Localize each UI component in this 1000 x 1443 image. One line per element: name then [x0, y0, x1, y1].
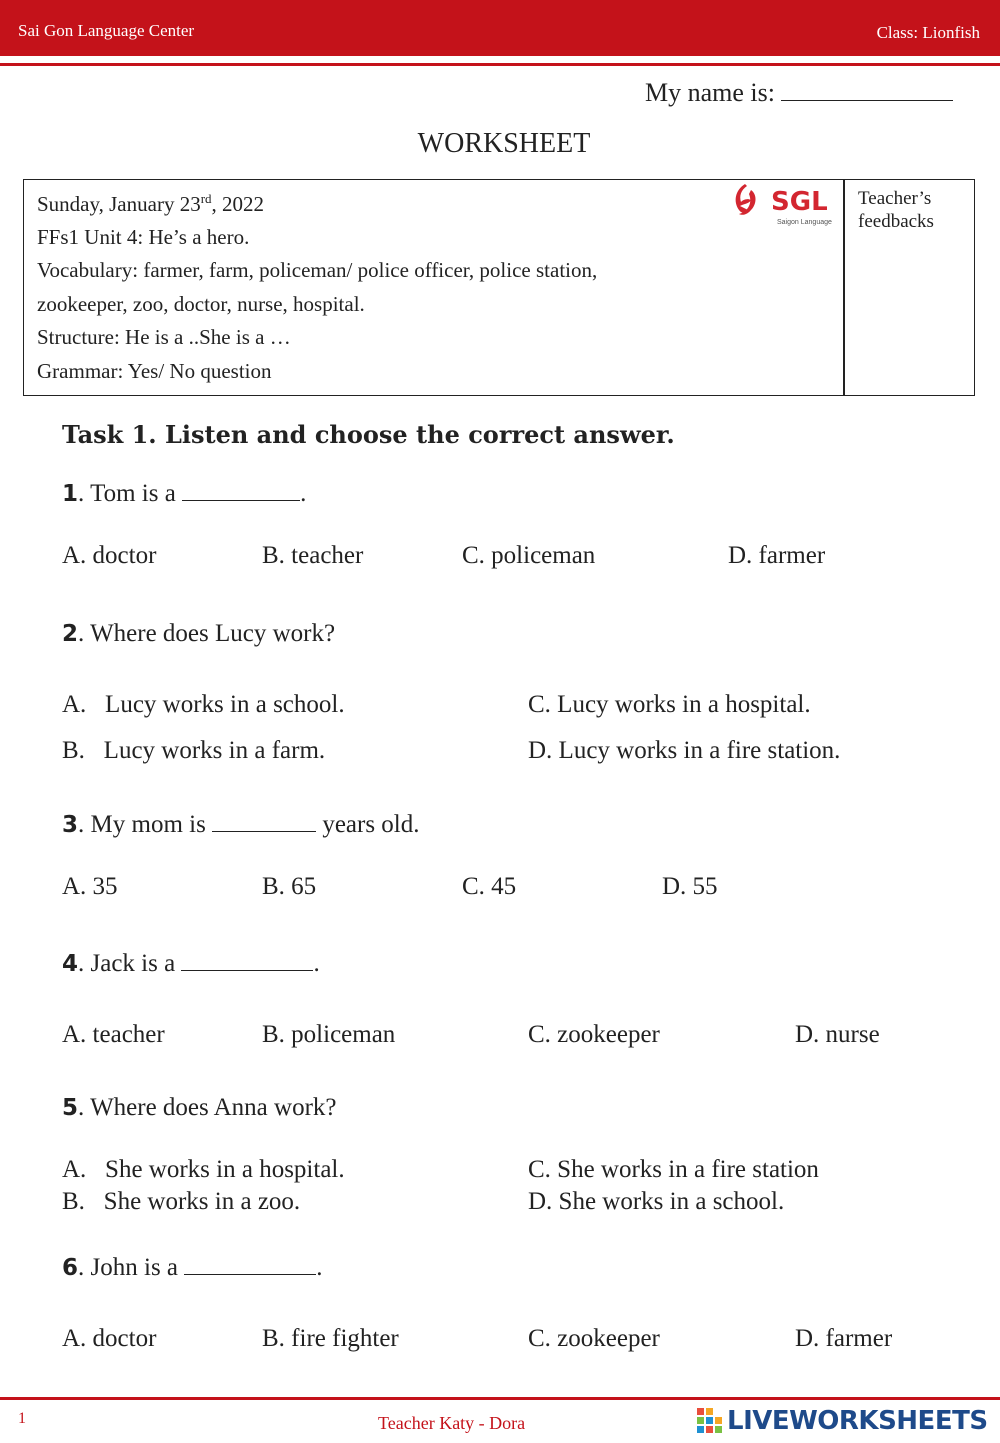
teacher-feedback-label: Teacher’s feedbacks [858, 188, 934, 232]
option[interactable]: C. Lucy works in a hospital. [528, 691, 811, 718]
option[interactable]: D. She works in a school. [528, 1188, 785, 1215]
task-title: Task 1. Listen and choose the correct answer. [62, 420, 675, 449]
lesson-vocab-line1: Vocabulary: farmer, farm, policeman/ police officer, police station, [37, 258, 598, 282]
lesson-structure: Structure: He is a ..She is a … [37, 325, 291, 349]
name-blank[interactable] [781, 78, 953, 101]
sgl-logo [731, 180, 841, 228]
header-bar [0, 0, 1000, 56]
svg-text:SGL: SGL [771, 187, 828, 217]
question-1: 1. Tom is a . [62, 480, 307, 507]
option[interactable]: B. fire fighter [262, 1325, 399, 1352]
option[interactable]: A. Lucy works in a school. [62, 691, 345, 718]
info-box-divider [843, 179, 845, 396]
option[interactable]: A. teacher [62, 1021, 165, 1048]
lesson-grammar: Grammar: Yes/ No question [37, 359, 272, 383]
answer-blank[interactable] [184, 1254, 316, 1275]
liveworksheets-icon [697, 1408, 723, 1438]
name-label: My name is: [645, 78, 775, 107]
lesson-date: Sunday, January 23rd, 2022 [37, 191, 265, 216]
svg-text:Saigon Language: Saigon Language [777, 219, 832, 226]
option[interactable]: C. zookeeper [528, 1325, 660, 1352]
lesson-vocab-line2: zookeeper, zoo, doctor, nurse, hospital. [37, 292, 365, 316]
liveworksheets-logo [697, 1406, 997, 1440]
option[interactable]: C. policeman [462, 542, 596, 569]
question-6: 6. John is a . [62, 1254, 323, 1281]
option[interactable]: C. 45 [462, 873, 517, 900]
option[interactable]: D. Lucy works in a fire station. [528, 737, 841, 764]
page-title: WORKSHEET [417, 128, 591, 159]
option[interactable]: B. She works in a zoo. [62, 1188, 301, 1215]
answer-blank[interactable] [181, 950, 313, 971]
option[interactable]: A. She works in a hospital. [62, 1156, 345, 1183]
option[interactable]: B. policeman [262, 1021, 396, 1048]
option[interactable]: B. teacher [262, 542, 364, 569]
option[interactable]: D. farmer [795, 1325, 893, 1352]
footer-rule [0, 1397, 1000, 1400]
question-3: 3. My mom is years old. [62, 811, 420, 838]
option[interactable]: D. farmer [728, 542, 826, 569]
option[interactable]: C. She works in a fire station [528, 1156, 819, 1183]
liveworksheets-wordmark: LIVEWORKSHEETS [727, 1406, 988, 1436]
question-4: 4. Jack is a . [62, 950, 320, 977]
option[interactable]: A. doctor [62, 1325, 157, 1352]
option[interactable]: A. 35 [62, 873, 118, 900]
answer-blank[interactable] [212, 811, 316, 832]
option[interactable]: D. nurse [795, 1021, 880, 1048]
answer-blank[interactable] [182, 480, 300, 501]
footer-teacher: Teacher Katy - Dora [378, 1413, 526, 1433]
header-rule [0, 63, 1000, 66]
option[interactable]: C. zookeeper [528, 1021, 660, 1048]
option[interactable]: D. 55 [662, 873, 718, 900]
school-name: Sai Gon Language Center [18, 21, 195, 40]
page-number: 1 [18, 1410, 26, 1427]
option[interactable]: B. 65 [262, 873, 317, 900]
question-2: 2. Where does Lucy work? [62, 620, 336, 647]
option[interactable]: A. doctor [62, 542, 157, 569]
class-label: Class: Lionfish [876, 23, 980, 42]
option[interactable]: B. Lucy works in a farm. [62, 737, 326, 764]
question-5: 5. Where does Anna work? [62, 1094, 337, 1121]
student-name-field[interactable] [645, 78, 953, 108]
lesson-unit: FFs1 Unit 4: He’s a hero. [37, 225, 250, 249]
